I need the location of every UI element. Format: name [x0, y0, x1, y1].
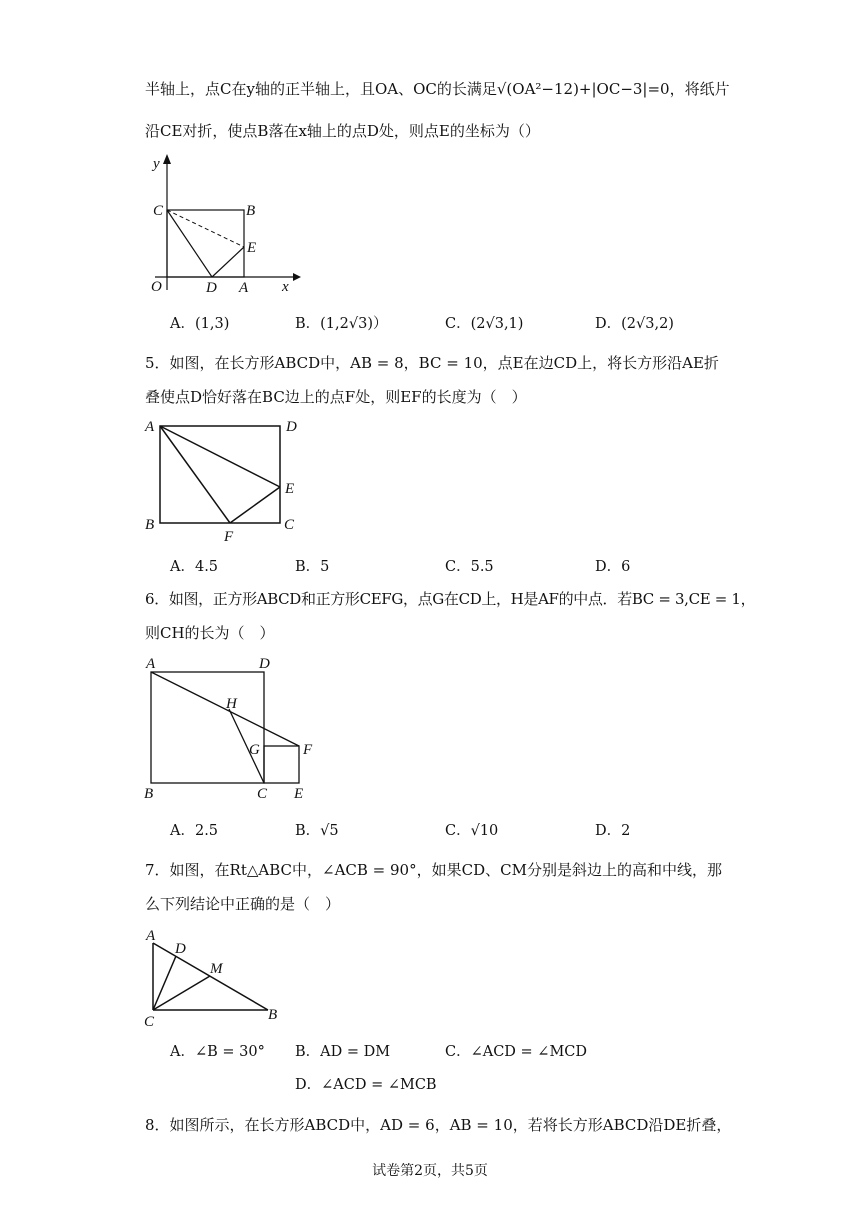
- q5-option-c: C．5.5: [445, 559, 494, 575]
- q6-text-line-1: 6．如图，正方形ABCD和正方形CEFG，点G在CD上，H是AF的中点．若BC = 3,CE = 1，: [145, 590, 756, 608]
- q6-label-C: C: [257, 786, 268, 802]
- q6-option-c: C．√10: [445, 823, 499, 839]
- q5-label-C: C: [284, 517, 295, 533]
- q4-text-line-1: 半轴上，点C在y轴的正半轴上，且OA、OC的长满足√(OA²−12)+|OC−3|=0，将纸片: [145, 80, 730, 98]
- q4-label-x: x: [282, 279, 289, 295]
- q6-option-d: D．2: [595, 823, 631, 839]
- q4-option-c: C．(2√3,1): [445, 316, 524, 332]
- q7-option-a: A．∠B = 30°: [170, 1044, 265, 1060]
- q6-label-H: H: [226, 696, 237, 712]
- q5-label-D: D: [286, 419, 297, 435]
- q5-label-F: F: [224, 529, 234, 545]
- q4-label-C: C: [153, 203, 164, 219]
- page-footer: 试卷第2页，共5页: [372, 1163, 488, 1179]
- q7-figure: [140, 923, 290, 1033]
- q7-label-B: B: [268, 1007, 278, 1023]
- q5-option-b: B．5: [295, 559, 330, 575]
- q5-text-line-1: 5．如图，在长方形ABCD中，AB = 8，BC = 10，点E在边CD上，将长方形沿AE折: [145, 354, 719, 372]
- q6-label-A: A: [146, 656, 156, 672]
- q7-label-A: A: [146, 928, 156, 944]
- q7-option-d: D．∠ACD = ∠MCB: [295, 1077, 437, 1093]
- q7-option-c: C．∠ACD = ∠MCD: [445, 1044, 588, 1060]
- q6-label-F: F: [303, 742, 313, 758]
- q6-text-line-2: 则CH的长为（ ）: [145, 624, 275, 642]
- q7-option-b: B．AD = DM: [295, 1044, 391, 1060]
- q5-label-A: A: [145, 419, 155, 435]
- q4-text-line-2: 沿CE对折，使点B落在x轴上的点D处，则点E的坐标为（）: [145, 122, 540, 140]
- q4-label-E: E: [247, 240, 257, 256]
- q7-text-line-1: 7．如图，在Rt△ABC中，∠ACB = 90°，如果CD、CM分别是斜边上的高和中线，那: [145, 861, 722, 879]
- q4-label-A: A: [239, 280, 249, 295]
- q5-figure: [140, 415, 310, 545]
- q8-text-line-1: 8．如图所示，在长方形ABCD中，AD = 6，AB = 10，若将长方形ABCD沿DE折叠，: [145, 1116, 732, 1134]
- q5-label-E: E: [285, 481, 295, 497]
- q4-label-O: O: [151, 279, 162, 295]
- q7-text-line-2: 么下列结论中正确的是（ ）: [145, 895, 341, 913]
- q4-option-a: A．(1,3): [170, 316, 230, 332]
- q6-option-b: B．√5: [295, 823, 339, 839]
- q4-figure: [145, 150, 305, 295]
- q4-label-y: y: [153, 156, 160, 172]
- q7-label-C: C: [144, 1014, 155, 1030]
- q6-label-D: D: [259, 656, 270, 672]
- q4-option-b: B．(1,2√3)）: [295, 316, 388, 332]
- q5-option-a: A．4.5: [170, 559, 219, 575]
- q7-label-M: M: [210, 961, 223, 977]
- q6-label-G: G: [249, 742, 260, 758]
- q4-label-B: B: [246, 203, 256, 219]
- q4-option-d: D．(2√3,2): [595, 316, 674, 332]
- q6-figure: [140, 653, 325, 803]
- q5-label-B: B: [145, 517, 155, 533]
- q6-option-a: A．2.5: [170, 823, 219, 839]
- q5-text-line-2: 叠使点D恰好落在BC边上的点F处，则EF的长度为（ ）: [145, 388, 527, 406]
- q5-option-d: D．6: [595, 559, 631, 575]
- q6-label-B: B: [144, 786, 154, 802]
- q7-label-D: D: [175, 941, 186, 957]
- q4-label-D: D: [206, 280, 217, 295]
- q6-label-E: E: [294, 786, 304, 802]
